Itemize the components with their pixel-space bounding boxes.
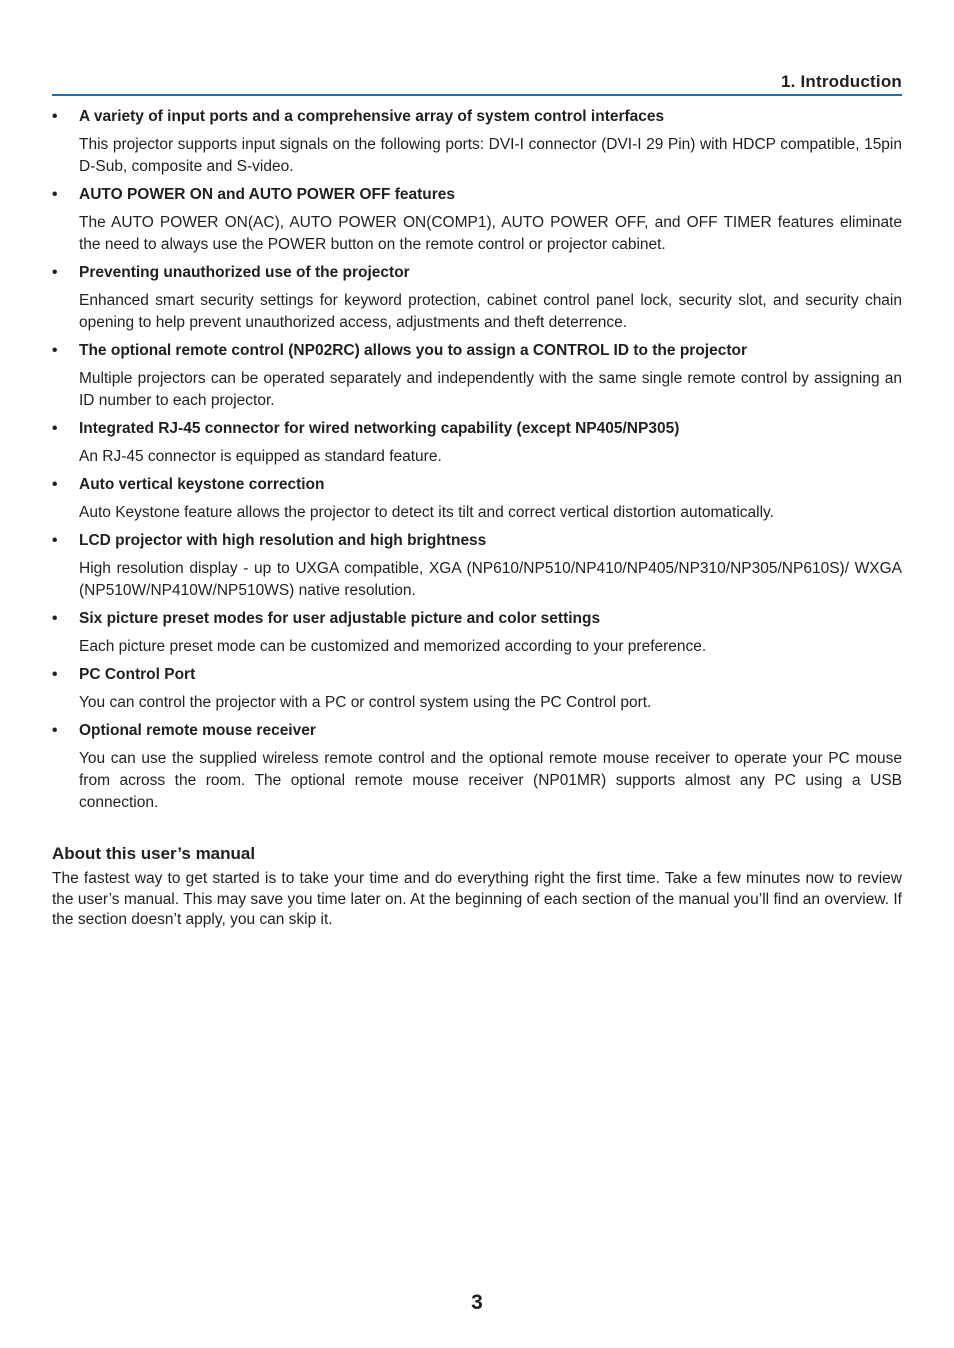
feature-description: Auto Keystone feature allows the projector to detect its tilt and correct vertical distortion automatically.: [79, 504, 774, 521]
feature-title: [52, 609, 902, 629]
bullet-icon: •: [52, 532, 58, 549]
chapter-header: [52, 72, 902, 96]
feature-title-text: Auto vertical keystone correction: [79, 476, 325, 493]
feature-title: [52, 531, 902, 551]
feature-item: [52, 263, 902, 334]
about-manual-heading: About this user’s manual: [52, 844, 256, 863]
about-manual-body: The fastest way to get started is to take your time and do everything right the first time. Take a few minutes now to review the user’s manual. This may save you time later on. At the beginning of each section of the manual you’ll find an overview. If the section doesn’t apply, you can skip it.: [52, 870, 902, 928]
feature-title-text: LCD projector with high resolution and high brightness: [79, 532, 487, 549]
bullet-icon: •: [52, 610, 58, 627]
feature-title-text: PC Control Port: [79, 666, 196, 683]
chapter-title: 1. Introduction: [780, 72, 902, 91]
feature-description: Enhanced smart security settings for keyword protection, cabinet control panel lock, security slot, and security chain opening to help prevent unauthorized access, adjustments and theft deterrence.: [79, 292, 902, 331]
feature-description: Multiple projectors can be operated separately and independently with the same single remote control by assigning an ID number to each projector.: [79, 370, 902, 409]
feature-title: [52, 665, 902, 685]
feature-title: [52, 263, 902, 283]
feature-item: [52, 665, 902, 714]
feature-description: An RJ-45 connector is equipped as standard feature.: [79, 448, 442, 465]
feature-description: The AUTO POWER ON(AC), AUTO POWER ON(COMP1), AUTO POWER OFF, and OFF TIMER features eliminate the need to always use the POWER button on the remote control or projector cabinet.: [79, 214, 902, 253]
feature-description: You can use the supplied wireless remote control and the optional remote mouse receiver to operate your PC mouse from across the room. The optional remote mouse receiver (NP01MR) supports almost any PC using a USB connection.: [79, 750, 902, 811]
feature-item: [52, 185, 902, 256]
feature-description: This projector supports input signals on the following ports: DVI-I connector (DVI-I 29 Pin) with HDCP compatible, 15pin D-Sub, composite and S-video.: [79, 136, 902, 175]
feature-title-text: AUTO POWER ON and AUTO POWER OFF features: [79, 186, 456, 203]
feature-title-text: The optional remote control (NP02RC) allows you to assign a CONTROL ID to the projector: [79, 342, 747, 359]
bullet-icon: •: [52, 264, 58, 281]
feature-item: [52, 107, 902, 178]
feature-item: [52, 341, 902, 412]
feature-description: You can control the projector with a PC or control system using the PC Control port.: [79, 694, 652, 711]
page-number: 3: [471, 1291, 483, 1314]
feature-item: [52, 609, 902, 658]
feature-description: Each picture preset mode can be customized and memorized according to your preference.: [79, 638, 707, 655]
bullet-icon: •: [52, 666, 58, 683]
feature-item: [52, 531, 902, 602]
bullet-icon: •: [52, 342, 58, 359]
feature-item: [52, 475, 902, 524]
feature-title: [52, 341, 902, 361]
feature-title: [52, 419, 902, 439]
feature-description: High resolution display - up to UXGA compatible, XGA (NP610/NP510/NP410/NP405/NP310/NP305/NP610S)/ WXGA (NP510W/NP410W/NP510WS) native resolution.: [79, 560, 902, 599]
feature-title: [52, 475, 902, 495]
bullet-icon: •: [52, 108, 58, 125]
feature-title: [52, 185, 902, 205]
feature-title: [52, 721, 902, 741]
bullet-icon: •: [52, 186, 58, 203]
feature-item: [52, 419, 902, 468]
feature-title-text: Optional remote mouse receiver: [79, 722, 316, 739]
feature-title: [52, 107, 902, 127]
bullet-icon: •: [52, 476, 58, 493]
bullet-icon: •: [52, 722, 58, 739]
feature-item: [52, 721, 902, 814]
bullet-icon: •: [52, 420, 58, 437]
page-content: [52, 107, 902, 931]
feature-title-text: Integrated RJ-45 connector for wired networking capability (except NP405/NP305): [79, 420, 680, 437]
feature-title-text: Six picture preset modes for user adjustable picture and color settings: [79, 610, 601, 627]
feature-title-text: Preventing unauthorized use of the projector: [79, 264, 410, 281]
feature-title-text: A variety of input ports and a comprehensive array of system control interfaces: [79, 108, 665, 125]
